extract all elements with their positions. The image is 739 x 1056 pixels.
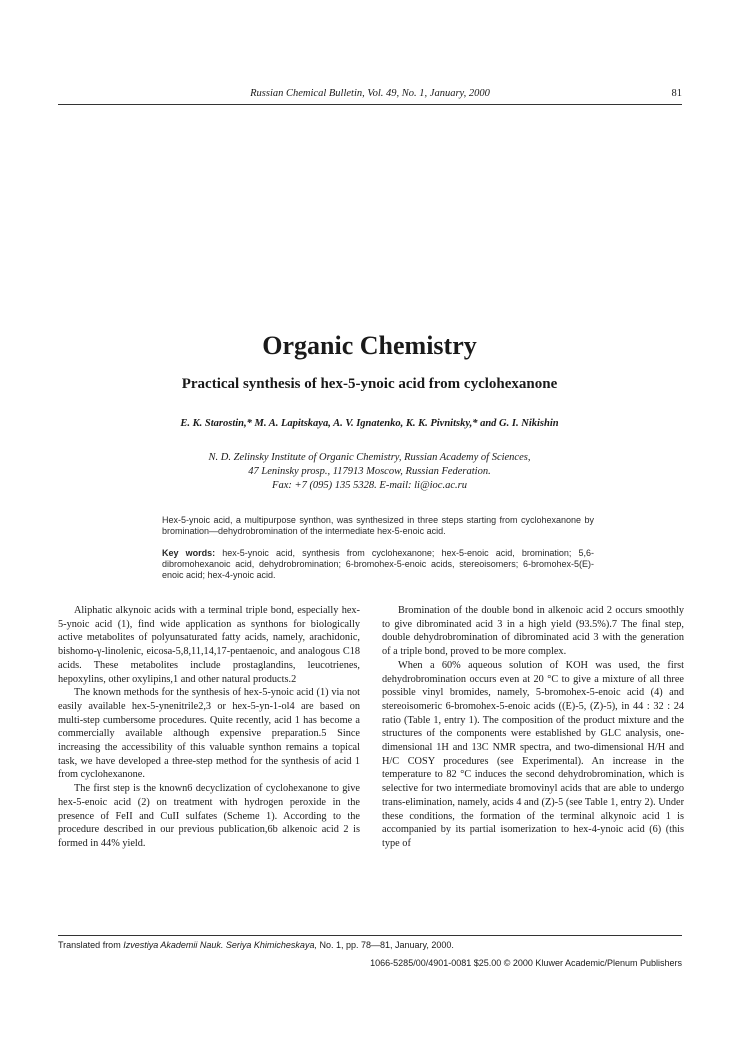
keywords (162, 548, 594, 581)
keywords-label: Key words: (162, 548, 216, 558)
page-number: 81 (671, 88, 682, 99)
translation-note (58, 940, 682, 950)
copyright-line: 1066-5285/00/4901-0081 $25.00 © 2000 Kluwer Academic/Plenum Publishers (370, 958, 682, 968)
running-head (58, 88, 682, 104)
affiliation-line-2: 47 Leninsky prosp., 117913 Moscow, Russian Federation. (248, 466, 491, 477)
translation-source: Izvestiya Akademii Nauk. Seriya Khimicheskaya, (123, 940, 317, 950)
journal-citation: Russian Chemical Bulletin, Vol. 49, No. 1, January, 2000 (250, 88, 490, 99)
section-title: Organic Chemistry (262, 331, 477, 360)
body-column-right (382, 604, 684, 851)
translation-prefix: Translated from (58, 940, 124, 950)
affiliation-line-1: N. D. Zelinsky Institute of Organic Chemistry, Russian Academy of Sciences, (208, 452, 531, 463)
translation-suffix: No. 1, pp. 78—81, January, 2000. (316, 940, 454, 950)
author-list: E. K. Starostin,* M. A. Lapitskaya, A. V. Ignatenko, K. K. Pivnitsky,* and G. I. Nikishin (180, 418, 559, 429)
article-title: Practical synthesis of hex-5-ynoic acid from cyclohexanone (181, 376, 558, 392)
abstract: Hex-5-ynoic acid, a multipurpose synthon, was synthesized in three steps starting from cyclohexanone by bromination—dehydrobromination of the intermediate hex-5-enoic acid. (162, 515, 594, 536)
paragraph: Bromination of the double bond in alkenoic acid 2 occurs smoothly to give dibrominated acid 3 in a high yield (93.5%).7 The final step, double dehydrobromination of dibrominated acid 3 with the generation of a triple bond, proved to be more complex. (382, 605, 684, 658)
paragraph: The known methods for the synthesis of hex-5-ynoic acid (1) via not easily available hex-5-ynenitrile2,3 or hex-5-yn-1-ol4 are based on multi-step cumbersome procedures. Quite recently, acid 1 has become a commercially available although expensive preparation.5 Since increasing the accessibility of this valuable synthon remains a topical task, we have developed a three-step method for the synthesis of acid 1 from cyclohexanone. (58, 687, 360, 781)
footer-rule (58, 935, 682, 936)
paragraph: Aliphatic alkynoic acids with a terminal triple bond, especially hex-5-ynoic acid (1), find wide application as synthons for biologically active metabolites of polyunsaturated fatty acids, namely, arachidonic, bishomo-γ-linolenic, eicosa-5,8,11,14,17-pentaenoic, and analogous C18 acids. These metabolites include prostaglandins, leucotrienes, hepoxylins, other oxylipins,1 and other natural products.2 (58, 605, 360, 685)
keywords-text: hex-5-ynoic acid, synthesis from cyclohexanone; hex-5-enoic acid, bromination; 5,6-dibromohexanoic acid, dehydrobromination; 6-bromohex-5-enoic acids, stereoisomers; 6-bromohex-5(E)-enoic acid; hex-4-ynoic acid. (162, 548, 594, 580)
paragraph: When a 60% aqueous solution of KOH was used, the first dehydrobromination occurs even at 20 °C to give a mixture of all three possible vinyl bromides, namely, 5-bromohex-5-enoic acid (4) and stereoisomeric 6-bromohex-5-enoic acids ((E)-5, (Z)-5), in 44 : 32 : 24 ratio (Table 1, entry 1). The composition of the product mixture and the structures of the components were established by GLC analysis, one-dimensional 1H and 13C NMR spectra, and two-dimensional H/H and H/C COSY procedures (see Experimental). An increase in the temperature to 82 °C induces the second dehydrobromination, which is selective for two intermediate bromovinyl acids that are able to undergo trans-elimination, namely, acids 4 and (Z)-5 (see Table 1, entry 2). Under these conditions, the formation of the terminal alkynoic acid 1 is accompanied by its partial isomerization to hex-4-ynoic acid (6) (this type of (382, 659, 684, 849)
header-rule (58, 104, 682, 105)
affiliation-line-3: Fax: +7 (095) 135 5328. E-mail: li@ioc.ac.ru (272, 480, 467, 491)
paragraph: The first step is the known6 decyclization of cyclohexanone to give hex-5-enoic acid (2) on treatment with hydrogen peroxide in the presence of FeII and CuII sulfates (Scheme 1). According to the procedure described in our previous publication,6b alkenoic acid 2 is formed in 44% yield. (58, 783, 360, 849)
body-column-left (58, 604, 360, 851)
